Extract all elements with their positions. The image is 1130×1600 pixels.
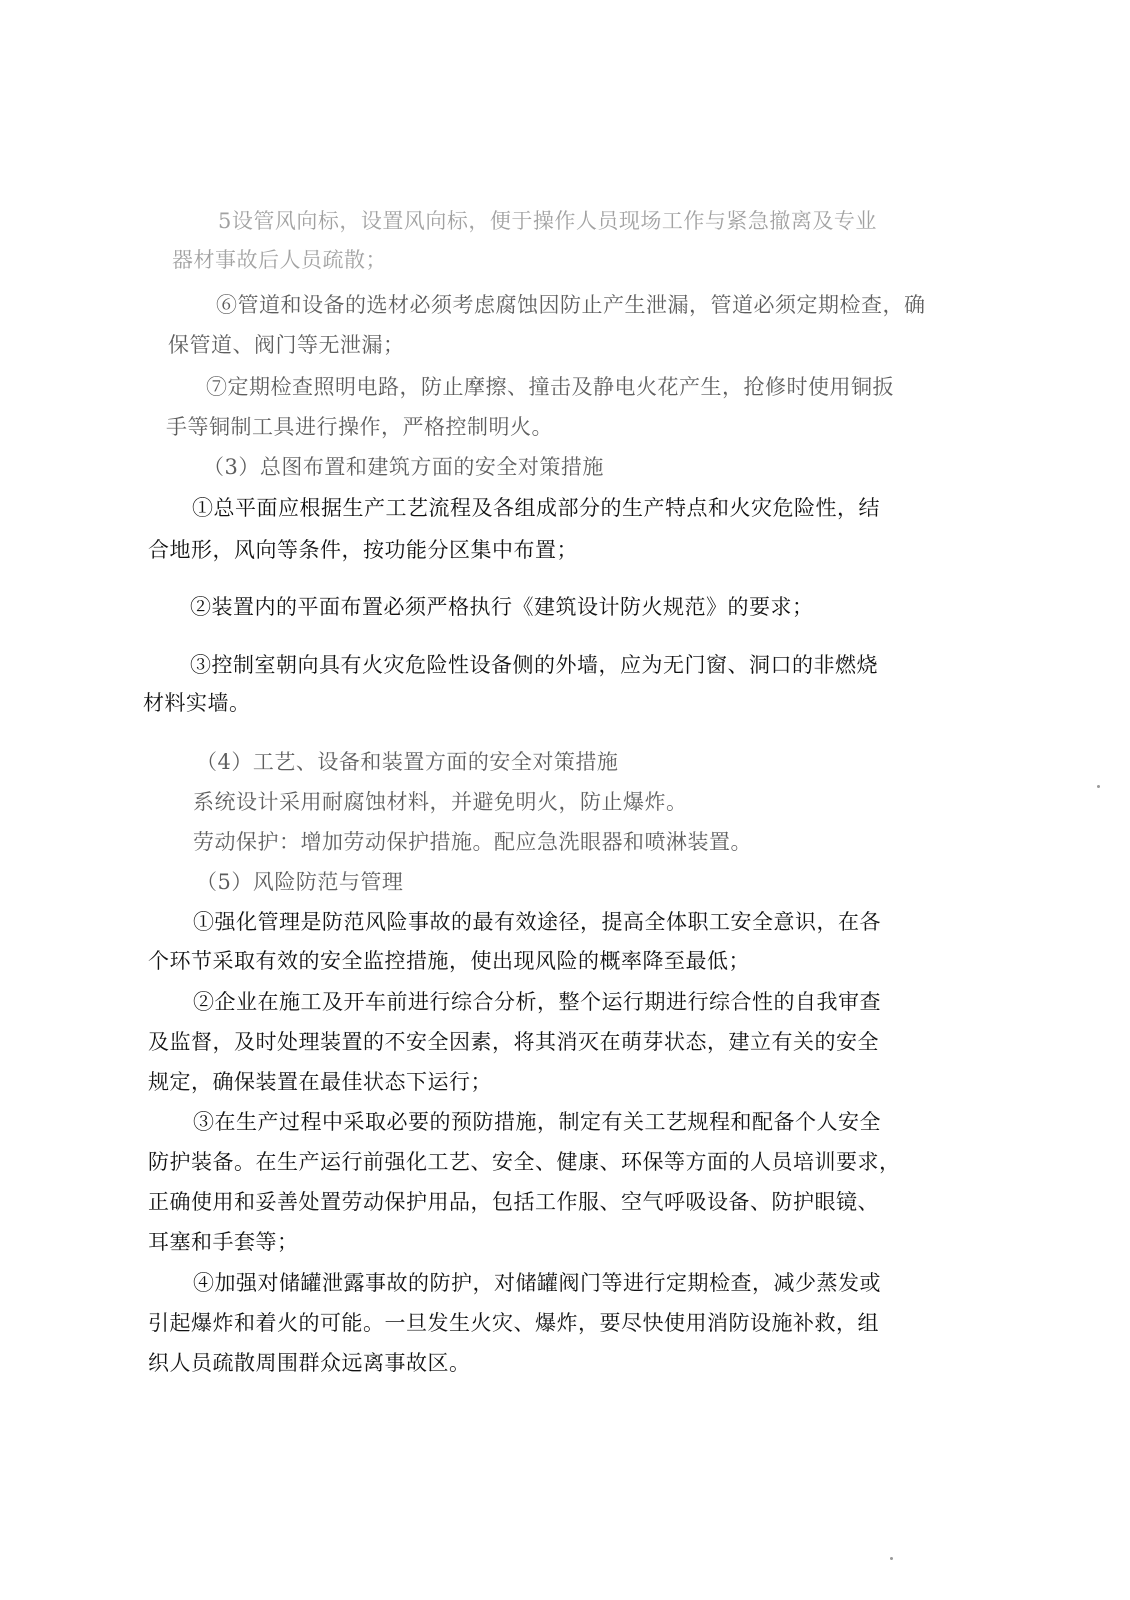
section-5-item-4-line-2: 引起爆炸和着火的可能。一旦发生火灾、爆炸，要尽快使用消防设施补救，组 — [148, 1311, 879, 1335]
section-5-item-3-line-4: 耳塞和手套等； — [148, 1230, 299, 1254]
section-5-item-1-line-1: ①强化管理是防范风险事故的最有效途径，提高全体职工安全意识，在各 — [193, 910, 881, 934]
section-4-item-1: 系统设计采用耐腐蚀材料，并避免明火，防止爆炸。 — [193, 790, 688, 814]
item-7-line-2: 手等铜制工具进行操作，严格控制明火。 — [166, 415, 553, 439]
section-5-item-3-line-2: 防护装备。在生产运行前强化工艺、安全、健康、环保等方面的人员培训要求， — [148, 1150, 901, 1174]
section-5-item-3-line-1: ③在生产过程中采取必要的预防措施，制定有关工艺规程和配备个人安全 — [193, 1110, 881, 1134]
section-3-item-1-line-2: 合地形，风向等条件，按功能分区集中布置； — [148, 538, 578, 562]
section-3-item-2: ②装置内的平面布置必须严格执行《建筑设计防火规范》的要求； — [190, 595, 814, 619]
item-7-line-1: ⑦定期检查照明电路，防止摩擦、撞击及静电火花产生，抢修时使用铜扳 — [206, 375, 894, 399]
section-5-item-4-line-3: 织人员疏散周围群众远离事故区。 — [148, 1351, 471, 1375]
scan-speck — [1097, 785, 1100, 788]
section-3-item-1-line-1: ①总平面应根据生产工艺流程及各组成部分的生产特点和火灾危险性，结 — [192, 496, 880, 520]
section-5-item-2-line-1: ②企业在施工及开车前进行综合分析，整个运行期进行综合性的自我审查 — [193, 990, 881, 1014]
item-6-line-2: 保管道、阀门等无泄漏； — [168, 333, 405, 357]
section-3-item-3-line-1: ③控制室朝向具有火灾危险性设备侧的外墙，应为无门窗、洞口的非燃烧 — [190, 653, 878, 677]
section-5-item-2-line-2: 及监督，及时处理装置的不安全因素，将其消灭在萌芽状态，建立有关的安全 — [148, 1030, 879, 1054]
item-5-line-2: 器材事故后人员疏散； — [172, 248, 387, 272]
section-4-heading: （4）工艺、设备和装置方面的安全对策措施 — [196, 750, 619, 774]
section-5-item-1-line-2: 个环节采取有效的安全监控措施，使出现风险的概率降至最低； — [148, 949, 750, 973]
item-5-line-1: 5设管风向标，设置风向标，便于操作人员现场工作与紧急撤离及专业 — [218, 209, 877, 233]
section-4-item-2: 劳动保护：增加劳动保护措施。配应急洗眼器和喷淋装置。 — [193, 830, 752, 854]
section-5-item-2-line-3: 规定，确保装置在最佳状态下运行； — [148, 1070, 492, 1094]
scan-speck — [890, 1557, 893, 1560]
section-5-heading: （5）风险防范与管理 — [196, 870, 404, 894]
section-3-item-3-line-2: 材料实墙。 — [143, 691, 251, 715]
section-3-heading: （3）总图布置和建筑方面的安全对策措施 — [203, 455, 604, 479]
section-5-item-3-line-3: 正确使用和妥善处置劳动保护用品，包括工作服、空气呼吸设备、防护眼镜、 — [148, 1190, 879, 1214]
item-6-line-1: ⑥管道和设备的选材必须考虑腐蚀因防止产生泄漏，管道必须定期检查，确 — [216, 293, 926, 317]
section-5-item-4-line-1: ④加强对储罐泄露事故的防护，对储罐阀门等进行定期检查，减少蒸发或 — [193, 1271, 881, 1295]
